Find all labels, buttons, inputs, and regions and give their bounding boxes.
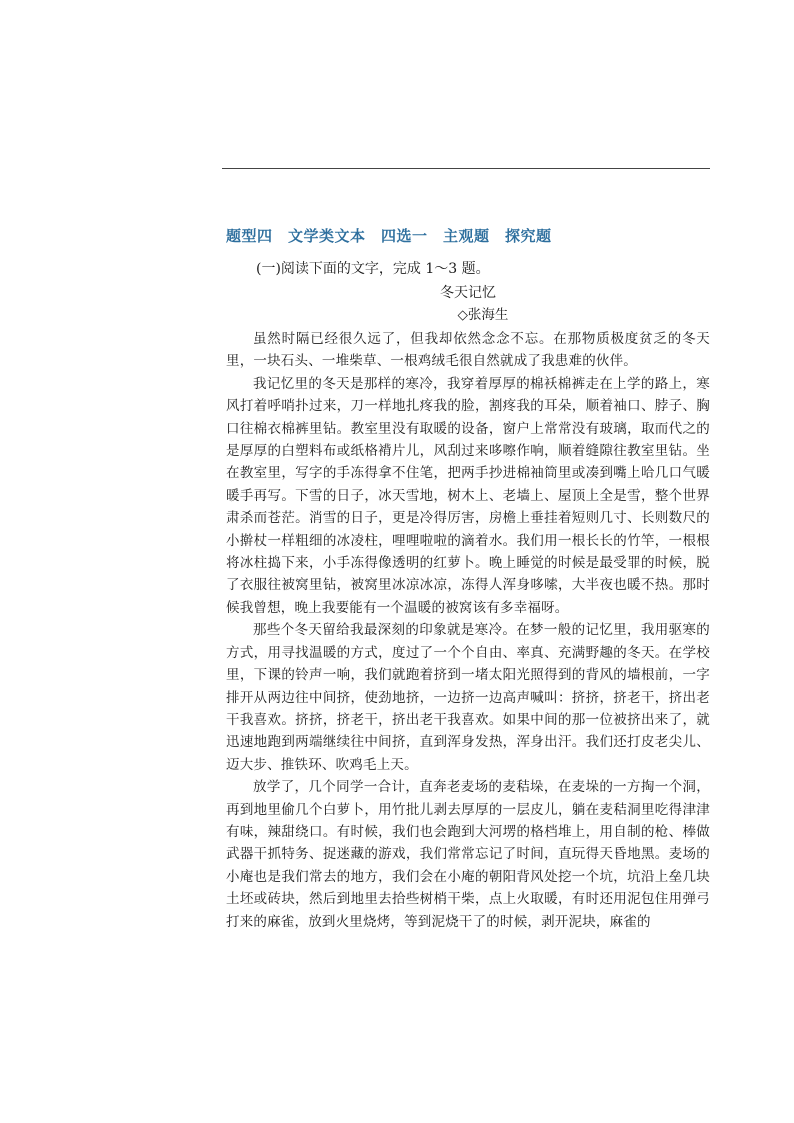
article-paragraph: 虽然时隔已经很久远了，但我却依然念念不忘。在那物质极度贫乏的冬天里，一块石头、一堆柴草、一根鸡绒毛很自然就成了我患难的伙伴。 bbox=[226, 331, 710, 370]
article-paragraph: 我记忆里的冬天是那样的寒冷，我穿着厚厚的棉袄棉裤走在上学的路上，寒风打着呼哨扑过来，刀一样地扎疼我的脸，割疼我的耳朵，顺着袖口、脖子、胸口往棉衣棉裤里钻。教室里没有取暖的设备，窗户上常常没有玻璃，取而代之的是厚厚的白塑料布或纸格褙片儿，风刮过来哆嚓作响，顺着缝隙往教室里钻。坐在教室里，写字的手冻得拿不住笔，把两手抄进棉袖筒里或凑到嘴上哈几口气暖暖手再写。下雪的日子，冰天雪地，树木上、老墙上、屋顶上全是雪，整个世界肃杀而苍茫。消雪的日子，更是冷得厉害，房檐上垂挂着短则几寸、长则数尺的小擀杖一样粗细的冰凌柱，哩哩啦啦的滴着水。我们用一根长长的竹竿，一根根将冰柱捣下来，小手冻得像透明的红萝卜。晚上睡觉的时候是最受罪的时候，脱了衣服往被窝里钻，被窝里冰凉冰凉，冻得人浑身哆嗦，大半夜也暖不热。那时候我曾想，晚上我要能有一个温暖的被窝该有多幸福呀。 bbox=[226, 375, 710, 616]
article-paragraph: 那些个冬天留给我最深刻的印象就是寒冷。在梦一般的记忆里，我用驱寒的方式，用寻找温暖的方式，度过了一个个自由、率真、充满野趣的冬天。在学校里，下课的铃声一响，我们就跑着挤到一堵太阳光照得到的背风的墙根前，一字排开从两边往中间挤，使劲地挤，一边挤一边高声喊叫：挤挤，挤老干，挤出老干我喜欢。挤挤，挤老干，挤出老干我喜欢。如果中间的那一位被挤出来了，就迅速地跑到两端继续往中间挤，直到浑身发热，浑身出汗。我们还打皮老尖儿、迈大步、推铁环、吹鸡毛上天。 bbox=[226, 622, 710, 773]
section-title: 题型四 文学类文本 四选一 主观题 探究题 bbox=[226, 227, 552, 245]
question-instruction: (一)阅读下面的文字，完成 1～3 题。 bbox=[256, 261, 490, 277]
article-author: ◇张海生 bbox=[457, 307, 509, 323]
article-paragraph: 放学了，几个同学一合计，直奔老麦场的麦秸垛，在麦垛的一方掏一个洞，再到地里偷几个白萝卜，用竹批儿剥去厚厚的一层皮儿，躺在麦秸洞里吃得津津有味，辣甜绕口。有时候，我们也会跑到大河塄的格档堆上，用自制的枪、棒做武器干抓特务、捉迷藏的游戏，我们常常忘记了时间，直玩得天昏地黑。麦场的小庵也是我们常去的地方，我们会在小庵的朝阳背风处挖一个坑，坑沿上垒几块土坯或砖块，然后到地里去拾些树梢干柴，点上火取暖，有时还用泥包住用弹弓打来的麻雀，放到火里烧烤，等到泥烧干了的时候，剥开泥块，麻雀的 bbox=[226, 779, 710, 930]
document-body bbox=[226, 222, 710, 933]
article-title: 冬天记忆 bbox=[440, 285, 496, 301]
header-rule bbox=[222, 168, 710, 169]
